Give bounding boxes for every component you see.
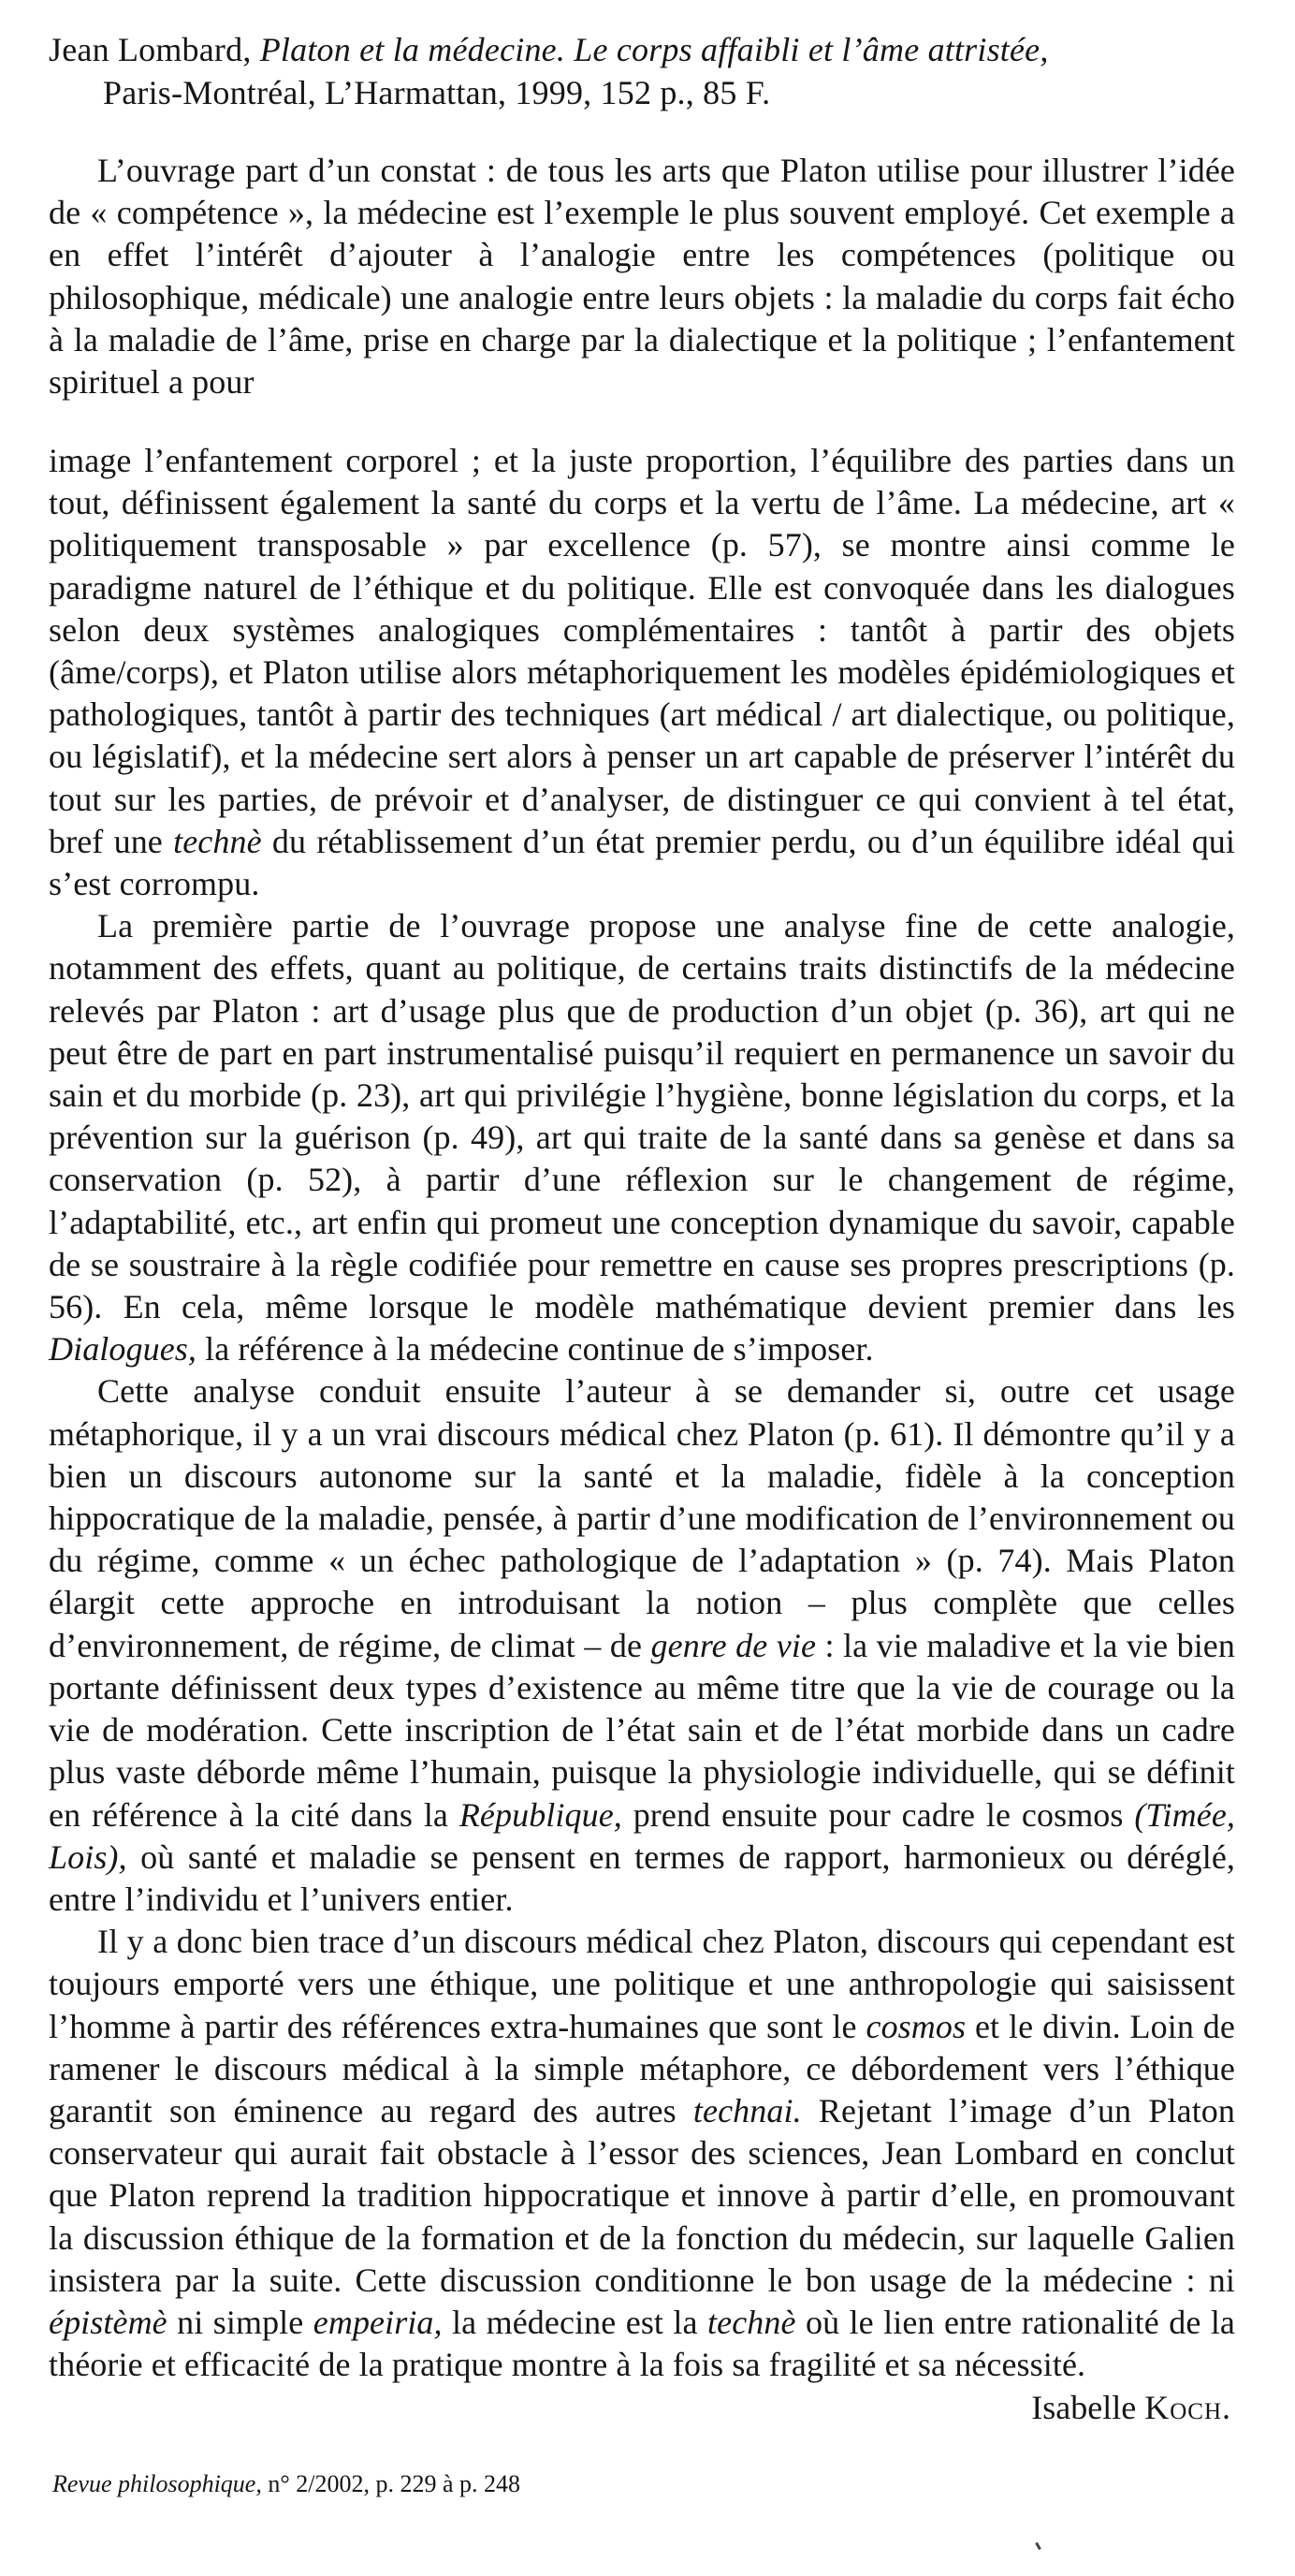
paragraph-1-continued: image l’enfantement corporel ; et la juste proportion, l’équilibre des parties dans un tout, définissent également la santé du corps et la vertu de l’âme. La médecine, art « politiquement transposable » par excellence (p. 57), se montre ainsi comme le paradigme naturel de l’éthique et du politique. Elle est convoquée dans les dialogues selon deux systèmes analogiques complémentaires : tantôt à partir des objets (âme/corps), et Platon utilise alors métaphoriquement les modèles épidémiologiques et pathologiques, tantôt à partir des techniques (art médical / art dialectique, ou politique, ou législatif), et la médecine sert alors à penser un art capable de préserver l’intérêt du tout sur les parties, de prévoir et d’analyser, de distinguer ce qui convient à tel état, bref une technè du rétablissement d’un état premier perdu, ou d’un équilibre idéal qui s’est corrompu. (49, 442, 1235, 903)
footer-issue: n° 2/2002, p. 229 à p. 248 (261, 2470, 521, 2497)
term-techne-2: technè (707, 2303, 796, 2341)
term-genre-de-vie: genre de vie (650, 1626, 817, 1664)
citation-title: Platon et la médecine. Le corps affaibli et l’âme attristée, (259, 31, 1049, 68)
scan-speck (1035, 2542, 1041, 2550)
term-techne: technè (173, 822, 262, 860)
term-technai: technai. (692, 2091, 802, 2130)
term-empeiria: empeiria, (313, 2303, 443, 2341)
journal-footer (52, 2469, 520, 2499)
paragraph-3: Cette analyse conduit ensuite l’auteur à se demander si, outre cet usage métaphorique, il y a un vrai discours médical chez Platon (p. 61). Il démontre qu’il y a bien un discours autonome sur la santé et la maladie, fidèle à la conception hippocratique de la maladie, pensée, à partir d’une modification de l’environnement ou du régime, comme « un échec pathologique de l’adaptation » (p. 74). Mais Platon élargit cette approche en introduisant la notion – plus complète que celles d’environnement, de régime, de climat – de genre de vie : la vie maladive et la vie bien portante définissent deux types d’existence au même titre que la vie de courage ou la vie de modération. Cette inscription de l’état sain et de l’état morbide dans un cadre plus vaste déborde même l’humain, puisque la physiologie individuelle, qui se définit en référence à la cité dans la République, prend ensuite pour cadre le cosmos (Timée, Lois), où santé et maladie se pensent en termes de rapport, harmonieux ou déréglé, entre l’individu et l’univers entier. (49, 1372, 1236, 1918)
body-column-top (49, 150, 1235, 403)
term-republique: République, (458, 1795, 622, 1834)
body-column-main (49, 440, 1235, 2386)
term-timee-lois: (Timée, Lois), (49, 1795, 1236, 1876)
book-citation (49, 28, 1256, 114)
term-episteme: épistèmè (49, 2303, 167, 2341)
term-dialogues: Dialogues, (49, 1330, 196, 1368)
paragraph-4: Il y a donc bien trace d’un discours médical chez Platon, discours qui cependant est toujours emporté vers une éthique, une politique et une anthropologie qui saisissent l’homme à partir des références extra-humaines que sont le cosmos et le divin. Loin de ramener le discours médical à la simple métaphore, ce débordement vers l’éthique garantit son éminence au regard des autres technai. Rejetant l’image d’un Platon conservateur qui aurait fait obstacle à l’essor des sciences, Jean Lombard en conclut que Platon reprend la tradition hippocratique et innove à partir d’elle, en promouvant la discussion éthique de la formation et de la fonction du médecin, sur laquelle Galien insistera par la suite. Cette discussion conditionne le bon usage de la médecine : ni épistèmè ni simple empeiria, la médecine est la technè où le lien entre rationalité de la théorie et efficacité de la pratique montre à la fois sa fragilité et sa nécessité. (49, 1923, 1235, 2384)
signature-last-name: Koch. (1144, 2389, 1231, 2426)
signature-first-name: Isabelle (1031, 2389, 1145, 2426)
citation-publisher: Paris-Montréal, L’Harmattan, 1999, 152 p., 85 F. (103, 74, 771, 111)
review-signature (1031, 2387, 1231, 2428)
footer-journal-name: Revue philosophique, (52, 2470, 262, 2497)
paragraph-1-start: L’ouvrage part d’un constat : de tous les arts que Platon utilise pour illustrer l’idée de « compétence », la médecine est l’exemple le plus souvent employé. Cet exemple a en effet l’intérêt d’ajouter à l’analogie entre les compétences (politique ou philosophique, médicale) une analogie entre leurs objets : la maladie du corps fait écho à la maladie de l’âme, prise en charge par la dialectique et la politique ; l’enfantement spirituel a pour (49, 152, 1235, 402)
citation-author: Jean Lombard, (49, 31, 260, 68)
term-cosmos: cosmos (866, 2007, 967, 2045)
paragraph-2: La première partie de l’ouvrage propose une analyse fine de cette analogie, notamment des effets, quant au politique, de certains traits distinctifs de la médecine relevés par Platon : art d’usage plus que de production d’un objet (p. 36), art qui ne peut être de part en part instrumentalisé puisqu’il requiert en permanence un savoir du sain et du morbide (p. 23), art qui privilégie l’hygiène, bonne législation du corps, et la prévention sur la guérison (p. 49), art qui traite de la santé dans sa genèse et dans sa conservation (p. 52), à partir d’une réflexion sur le changement de régime, l’adaptabilité, etc., art enfin qui promeut une conception dynamique du savoir, capable de se soustraire à la règle codifiée pour remettre en cause ses propres prescriptions (p. 56). En cela, même lorsque le modèle mathématique devient premier dans les Dialogues, la référence à la médecine continue de s’imposer. (49, 907, 1235, 1368)
